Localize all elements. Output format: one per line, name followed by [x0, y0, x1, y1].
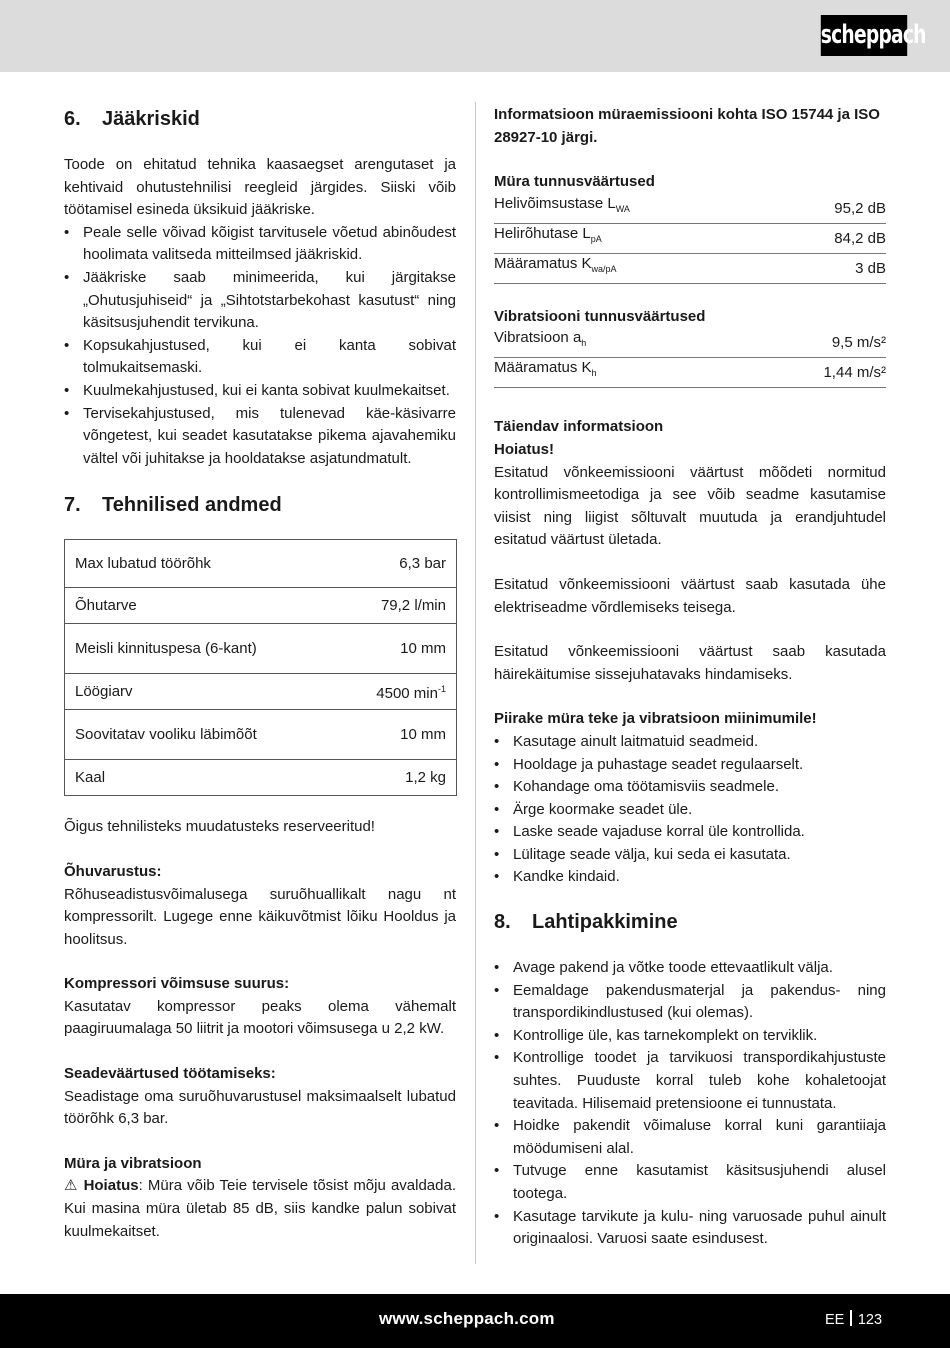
noise-warning: ⚠ Hoiatus: Müra võib Teie tervisele tõsist mõju avaldada. Kui masina müra ületab 85 dB, siis kandke palun sobivat kuulmekaitset. — [64, 1177, 457, 1240]
iso-info-title: Informatsioon müraemissiooni kohta ISO 15744 ja ISO 28927-10 järgi. — [494, 106, 880, 146]
language-code: EE — [825, 1312, 845, 1328]
spec-value: 10 mm — [295, 710, 457, 760]
table-row — [65, 540, 457, 588]
spec-value: 6,3 bar — [295, 540, 457, 588]
noise-vibration-title: Müra ja vibratsioon — [64, 1154, 202, 1172]
list-item: • Kandke kindaid. — [494, 866, 886, 889]
spec-label: Meisli kinnituspesa (6-kant) — [65, 624, 295, 674]
compressor-title: Kompressori võimsuse suurus: — [64, 975, 290, 993]
table-row — [65, 624, 457, 674]
list-item: • Hoidke pakendit võimaluse korral kuni garantiiaja möödumiseni alal. — [494, 1115, 886, 1160]
table-row — [65, 710, 457, 760]
residual-risks-list — [64, 222, 456, 471]
extra-warning: Hoiatus! — [494, 440, 554, 458]
separator — [850, 1310, 852, 1326]
list-item: • Laske seade vajaduse korral üle kontrollida. — [494, 821, 886, 844]
noise-row: Helirõhutase $L_{pA}$ 84,2 dB — [494, 224, 886, 254]
page-header — [0, 0, 950, 72]
right-column — [494, 104, 886, 1251]
spec-label: Kaal — [65, 760, 295, 796]
list-item: • Tervisekahjustused, mis tulenevad käe-käsivarre võngetest, kui seadet kasutatakse pikema ajavahemiku vältel või juhitakse ja hooldatakse asjatundmatult. — [64, 403, 456, 471]
list-item: • Kopsukahjustused, kui ei kanta sobivat tolmukaitsemaski. — [64, 335, 456, 380]
noise-row: Määramatus $K_{wa/pA}$ 3 dB — [494, 254, 886, 284]
list-item: • Hooldage ja puhastage seadet regulaarselt. — [494, 754, 886, 777]
section-8-heading: 8. Lahtipakkimine — [494, 911, 678, 934]
settings-text: Seadistage oma suruõhuvarustusel maksimaalselt lubatud töörõhk 6,3 bar. — [64, 1087, 456, 1128]
list-item: • Jääkriske saab minimeerida, kui järgitakse „Ohutusjuhiseid“ ja „Sihtotstarbekohast kasutust“ ning käsitsusjuhendit tervikuna. — [64, 267, 456, 335]
list-item: • Kasutage ainult laitmatuid seadmeid. — [494, 731, 886, 754]
list-item: • Avage pakend ja võtke toode ettevaatlikult välja. — [494, 957, 886, 980]
extra-paragraph: Esitatud võnkeemissiooni väärtust saab kasutada ühe elektriseadme võrdlemiseks teisega. — [494, 575, 886, 616]
noise-row: Helivõimsustase $L_{WA}$ 95,2 dB — [494, 194, 886, 224]
table-row — [65, 760, 457, 796]
page-number: 123 — [857, 1312, 883, 1328]
table-row — [65, 674, 457, 710]
spec-value: 1,2 kg — [295, 760, 457, 796]
reserved-notice: Õigus tehnilisteks muudatusteks reserveeritud! — [64, 818, 375, 836]
technical-data-table — [64, 539, 457, 796]
limit-noise-list — [494, 731, 886, 889]
limit-noise-title: Piirake müra teke ja vibratsioon miinimumile! — [494, 710, 817, 728]
spec-label: Löögiarv — [65, 674, 295, 710]
list-item: • Ärge koormake seadet üle. — [494, 799, 886, 822]
section-6-intro: Toode on ehitatud tehnika kaasaegset arengutaset ja kehtivaid ohutustehnilisi reegleid järgides. Siiski võib töötamisel esineda üksikuid jääkriske. — [64, 156, 456, 219]
extra-paragraph: Esitatud võnkeemissiooni väärtust mõõdeti normitud kontrollimismeetodiga ja see võib seadme kasutamise viisist ning liigist sõltuvalt muutuda ja erandjuhtudel esitatud väärtust ületada. — [494, 463, 886, 549]
table-row — [65, 588, 457, 624]
spec-value: 10 mm — [295, 624, 457, 674]
list-item: • Kasutage tarvikute ja kulu- ning varuosade puhul ainult originaalosi. Varuosi saate esindusest. — [494, 1206, 886, 1251]
left-column — [64, 104, 456, 1243]
spec-label: Max lubatud töörõhk — [65, 540, 295, 588]
list-item: • Eemaldage pakendusmaterjal ja pakendus- ning transpordikindlustused (kui olemas). — [494, 980, 886, 1025]
spec-value: 79,2 l/min — [295, 588, 457, 624]
air-supply-title: Õhuvarustus: — [64, 862, 162, 880]
scheppach-logo: scheppach — [821, 15, 907, 56]
unpacking-list — [494, 957, 886, 1251]
extra-info-title: Täiendav informatsioon — [494, 418, 664, 436]
column-divider — [475, 102, 476, 1264]
noise-values-table — [494, 194, 886, 284]
vibration-values-title: Vibratsiooni tunnusväärtused — [494, 307, 706, 325]
spec-label: Soovitatav vooliku läbimõõt — [65, 710, 295, 760]
page-footer — [0, 1294, 950, 1348]
list-item: • Kohandage oma töötamisviis seadmele. — [494, 776, 886, 799]
warning-icon: ⚠ — [64, 1177, 79, 1195]
spec-label: Õhutarve — [65, 588, 295, 624]
list-item: • Kontrollige toodet ja tarvikuosi transpordikahjustuste suhtes. Puuduste korral tuleb kohe kohaletoojat teavitada. Hilisemaid pretensioone ei tunnustata. — [494, 1047, 886, 1115]
list-item: • Lülitage seade välja, kui seda ei kasutata. — [494, 844, 886, 867]
page-indicator — [825, 1310, 882, 1328]
list-item: • Peale selle võivad kõigist tarvitusele võetud abinõudest hoolimata valitseda mitteilmsed jääkriskid. — [64, 222, 456, 267]
settings-title: Seadeväärtused töötamiseks: — [64, 1065, 276, 1083]
section-6-heading: 6. Jääkriskid — [64, 108, 200, 130]
list-item: • Kontrollige üle, kas tarnekomplekt on terviklik. — [494, 1025, 886, 1048]
spec-value: 4500 $\min^{-1}$ — [295, 674, 457, 710]
air-supply-text: Rõhuseadistusvõimalusega suruõhuallikalt nagu nt kompressorilt. Lugege enne käikuvõtmist lõiku Hooldus ja hoolitsus. — [64, 885, 456, 948]
vibration-row: Määramatus $K_h$ 1,44 m/s² — [494, 358, 886, 388]
list-item: • Kuulmekahjustused, kui ei kanta sobivat kuulmekaitset. — [64, 380, 456, 403]
list-item: • Tutvuge enne kasutamist käsitsusjuhendi alusel tootega. — [494, 1160, 886, 1205]
vibration-values-table — [494, 328, 886, 388]
vibration-row: Vibratsioon $a_h$ 9,5 m/s² — [494, 328, 886, 358]
section-7-heading: 7. Tehnilised andmed — [64, 494, 282, 517]
compressor-text: Kasutatav kompressor peaks olema vähemalt paagiruumalaga 50 liitrit ja mootori võimsusega u 2,2 kW. — [64, 997, 456, 1038]
noise-values-title: Müra tunnusväärtused — [494, 173, 655, 191]
extra-paragraph: Esitatud võnkeemissiooni väärtust saab kasutada häirekäitumise sissejuhatavaks hindamiseks. — [494, 643, 886, 683]
website-link[interactable]: www.scheppach.com — [379, 1309, 555, 1328]
